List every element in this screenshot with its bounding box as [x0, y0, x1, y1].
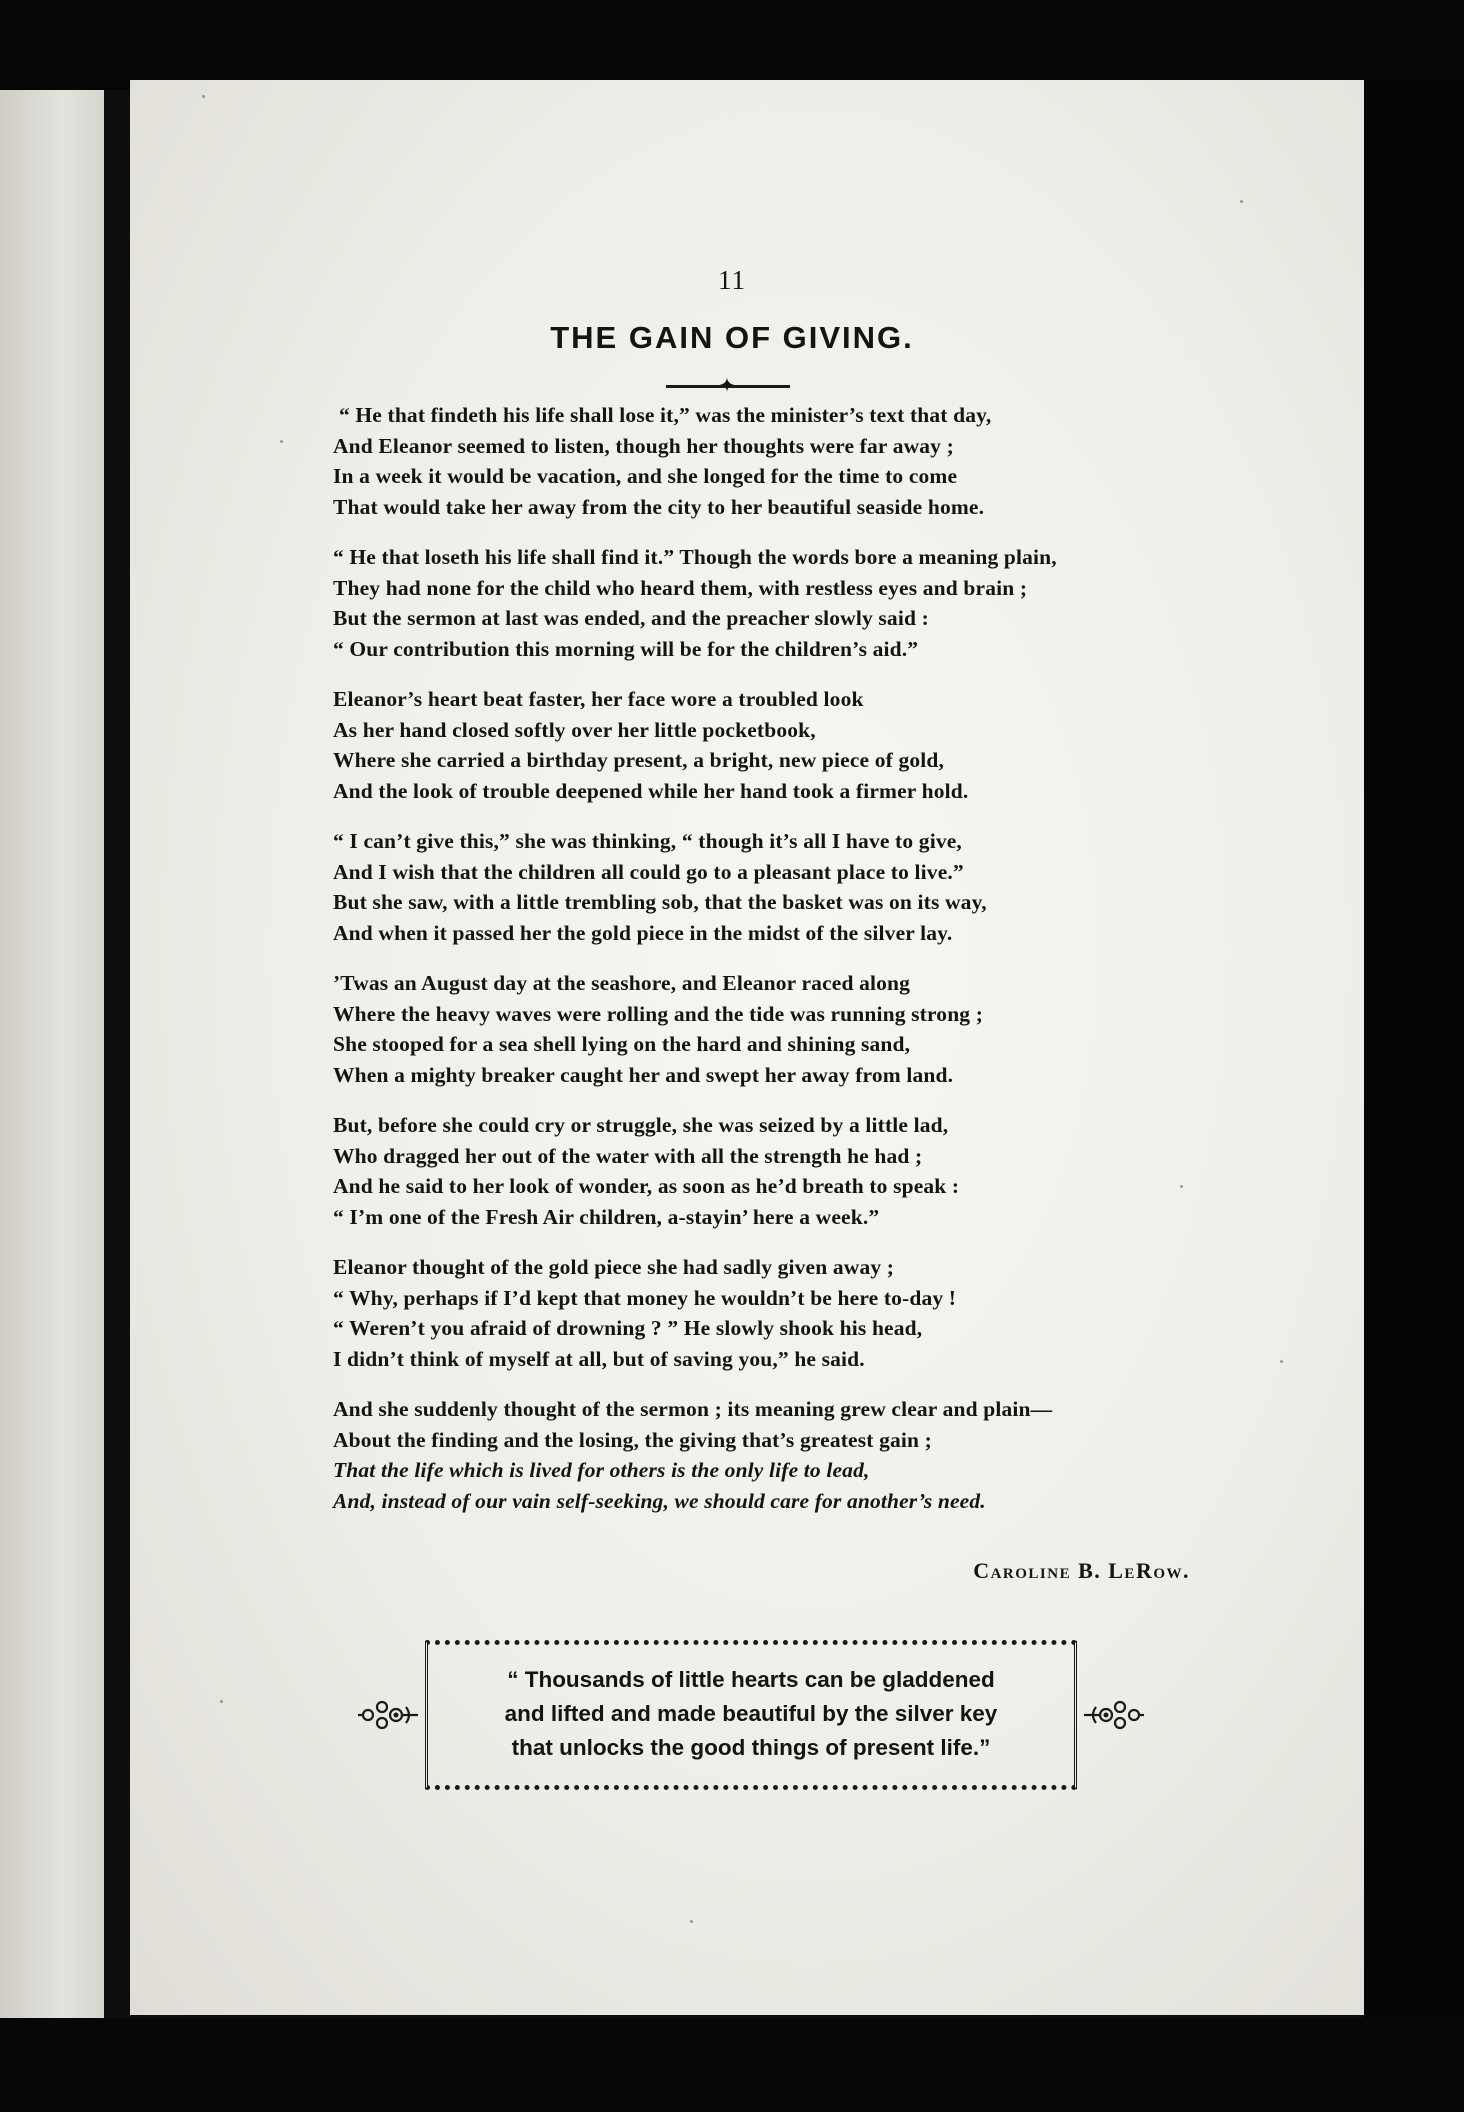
- right-flourish-icon: [1082, 1695, 1146, 1735]
- poem-line: “ Weren’t you afraid of drowning ? ” He slowly shook his head,: [333, 1316, 923, 1340]
- scan-right-border: [1364, 80, 1464, 2020]
- poem-line: And Eleanor seemed to listen, though her thoughts were far away ;: [333, 433, 954, 458]
- facing-page-edge: [0, 90, 104, 2018]
- poem-line: I didn’t think of myself at all, but of saving you,” he said.: [333, 1346, 865, 1371]
- poem-line: In a week it would be vacation, and she longed for the time to come: [333, 464, 958, 488]
- poem-line: ’Twas an August day at the seashore, and Eleanor raced along: [333, 971, 911, 995]
- poem-line: Who dragged her out of the water with all the strength he had ;: [333, 1143, 923, 1168]
- poem-line: “ Why, perhaps if I’d kept that money he wouldn’t be here to-day !: [333, 1285, 957, 1310]
- poem-line: They had none for the child who heard them, with restless eyes and brain ;: [333, 575, 1028, 600]
- poem-line: But, before she could cry or struggle, she was seized by a little lad,: [333, 1113, 949, 1137]
- poem-body: [333, 400, 1233, 1536]
- poem-line: And he said to her look of wonder, as soon as he’d breath to speak :: [333, 1174, 960, 1198]
- poem-line: And the look of trouble deepened while her hand took a firmer hold.: [333, 778, 969, 803]
- poem-line: As her hand closed softly over her little pocketbook,: [333, 717, 816, 742]
- author-signature: Caroline B. LeRow.: [973, 1558, 1190, 1583]
- scan-bottom-border: [0, 2018, 1464, 2112]
- poem-line: And she suddenly thought of the sermon ; its meaning grew clear and plain—: [333, 1397, 1053, 1421]
- poem-line: But she saw, with a little trembling sob, that the basket was on its way,: [333, 890, 987, 914]
- left-flourish-icon: [356, 1695, 420, 1735]
- stanza: [333, 684, 1233, 806]
- stanza: [333, 826, 1233, 948]
- poem-line: She stooped for a sea shell lying on the hard and shining sand,: [333, 1032, 911, 1056]
- quote-line: “ Thousands of little hearts can be gladdened: [507, 1667, 995, 1692]
- poem-line: Eleanor’s heart beat faster, her face wore a troubled look: [333, 687, 864, 711]
- title-ornament-icon: ✦: [718, 375, 736, 397]
- poem-line: “ I can’t give this,” she was thinking, “ though it’s all I have to give,: [333, 829, 962, 853]
- poem-line: About the finding and the losing, the giving that’s greatest gain ;: [333, 1427, 932, 1452]
- quote-box: [425, 1640, 1077, 1790]
- poem-line: “ I’m one of the Fresh Air children, a-stayin’ here a week.”: [333, 1204, 880, 1229]
- poem-line: Where the heavy waves were rolling and the tide was running strong ;: [333, 1001, 984, 1026]
- quote-line: and lifted and made beautiful by the silver key: [504, 1701, 998, 1726]
- poem-line: “ He that findeth his life shall lose it,” was the minister’s text that day,: [339, 403, 992, 427]
- book-gutter: [104, 90, 130, 2018]
- quote-line: that unlocks the good things of present life.”: [511, 1735, 991, 1760]
- poem-line-italic: That the life which is lived for others is the only life to lead,: [333, 1458, 870, 1482]
- poem-line: That would take her away from the city to her beautiful seaside home.: [333, 494, 985, 519]
- poem-line-italic: And, instead of our vain self-seeking, we should care for another’s need.: [333, 1488, 986, 1513]
- poem-line: Eleanor thought of the gold piece she had sadly given away ;: [333, 1255, 895, 1279]
- scan-top-border: [0, 0, 1464, 90]
- poem-line: And when it passed her the gold piece in the midst of the silver lay.: [333, 920, 953, 945]
- poem-line: When a mighty breaker caught her and swept her away from land.: [333, 1062, 954, 1087]
- poem-line: “ He that loseth his life shall find it.” Though the words bore a meaning plain,: [333, 545, 1057, 569]
- poem-line: “ Our contribution this morning will be for the children’s aid.”: [333, 636, 919, 661]
- poem-line: And I wish that the children all could go to a pleasant place to live.”: [333, 859, 964, 884]
- stanza: [333, 400, 1233, 522]
- poem-title: THE GAIN OF GIVING.: [550, 320, 914, 355]
- quote-text: [428, 1663, 1074, 1765]
- page-number: 11: [718, 265, 746, 295]
- poem-line: Where she carried a birthday present, a bright, new piece of gold,: [333, 748, 945, 772]
- stanza: [333, 1394, 1233, 1516]
- stanza: [333, 1110, 1233, 1232]
- stanza: [333, 968, 1233, 1090]
- poem-line: But the sermon at last was ended, and the preacher slowly said :: [333, 606, 929, 630]
- stanza: [333, 1252, 1233, 1374]
- stanza: [333, 542, 1233, 664]
